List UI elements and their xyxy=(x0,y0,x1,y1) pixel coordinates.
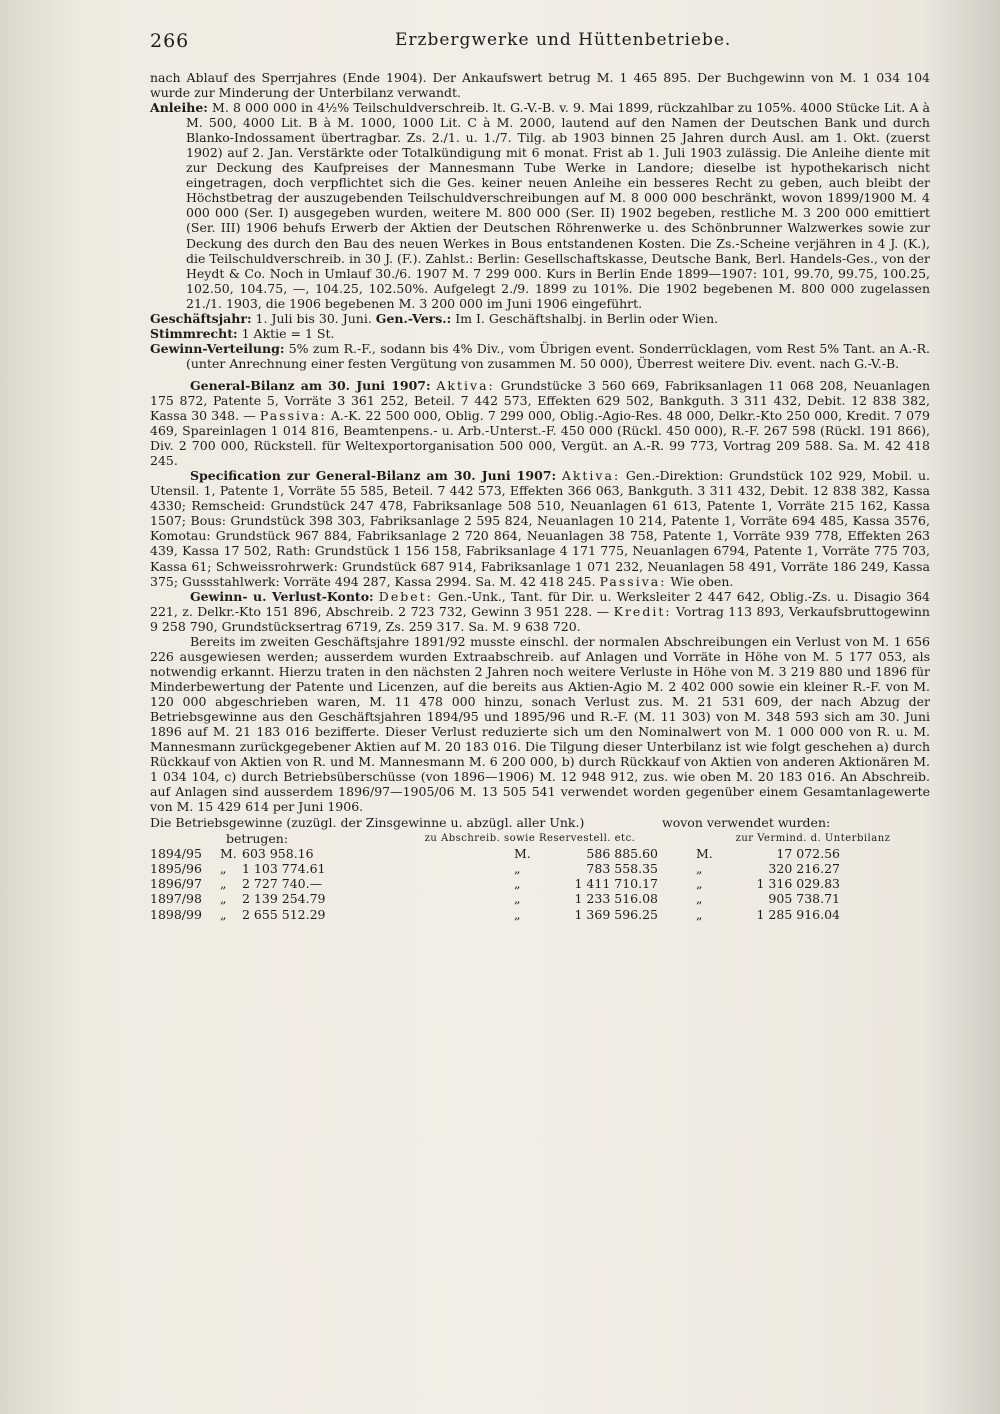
specification-label: Specification zur General-Bilanz am 30. Juni 1907: xyxy=(190,468,557,484)
page-number: 266 xyxy=(150,30,190,52)
gewinnverteilung-label: Gewinn-Verteilung: xyxy=(150,340,285,356)
currency-cell: „ xyxy=(220,891,227,907)
guv-debet-text: Gen.-Unk., Tant. für Dir. u. Werksleiter 2 447 642, Oblig.-Zs. u. Disagio 364 221, z. Delkr.-Kto 151 896, Abschreib. 2 723 732, Gewinn 3 951 228. — xyxy=(150,588,930,619)
year-cell: 1895/96 xyxy=(150,860,202,876)
running-title: Erzbergwerke und Hüttenbetriebe. xyxy=(395,30,732,50)
spec-aktiva-word: Aktiva: xyxy=(561,468,621,484)
specification-section xyxy=(150,468,930,588)
anleihe-section xyxy=(150,100,930,311)
year-cell: 1897/98 xyxy=(150,891,202,907)
reserves-cell: 1 233 516.08 xyxy=(574,891,658,907)
gewinn-verlust-section xyxy=(150,589,930,634)
currency-cell: „ xyxy=(514,891,521,907)
deficit-cell: 320 216.27 xyxy=(768,860,840,876)
gv-text: Im I. Geschäftshalbj. in Berlin oder Wien. xyxy=(455,310,719,326)
currency-cell: M. xyxy=(514,845,531,861)
year-cell: 1898/99 xyxy=(150,906,202,922)
spec-aktiva-text: Gen.-Direktion: Grundstück 102 929, Mobil. u. Utensil. 1, Patente 1, Vorräte 55 585, Beteil. 7 442 573, Effekten 366 063, Bankguth. 3 311 432, Debit. 12 838 382, Kassa 4330; Remscheid: Grundstück 247 478, Fabriksanlage 508 510, Neuanlagen 61 613, Patente 1, Vorräte 215 162, Kassa 1507; Bous: Grundstück 398 303, Fabriksanlage 2 595 824, Neuanlagen 10 214, Patente 1, Vorräte 694 485, Kassa 3576, Komotau: Grundstück 967 884, Fabriksanlage 2 720 864, Neuanlagen 38 758, Patente 1, Vorräte 939 778, Effekten 263 439, Kassa 17 502, Rath: Grundstück 1 156 158, Fabriksanlage 4 171 775, Neuanlagen 6794, Patente 1, Vorräte 775 703, Kassa 61; Schweissrohrwerk: Grundstück 687 914, Fabriksanlage 1 071 232, Neuanlagen 58 491, Vorräte 186 249, Kassa 375; Gussstahlwerk: Vorräte 494 287, Kassa 2994. Sa. M. 42 418 245. xyxy=(150,468,930,589)
currency-cell: M. xyxy=(220,845,237,861)
table-row xyxy=(150,907,930,922)
stimmrecht-section xyxy=(150,326,930,341)
deficit-cell: 1 285 916.04 xyxy=(756,906,840,922)
bilanz-aktiva-text: Grundstücke 3 560 669, Fabriksanlagen 11 068 208, Neuanlagen 175 872, Patente 5, Vorräte 3 361 252, Beteil. 7 442 573, Effekten 629 502, Bankguth. 3 311 432, Debit. 12 838 382, Kassa 30 348. — xyxy=(150,377,931,424)
profit-cell: 2 727 740.— xyxy=(242,876,323,892)
bilanz-passiva-text: A.-K. 22 500 000, Oblig. 7 299 000, Oblig.-Agio-Res. 48 000, Delkr.-Kto 250 000, Kredit. 7 079 469, Spareinlagen 1 014 816, Beamtenpens.- u. Arb.-Unterst.-F. 450 000 (Rückl. 450 000), R.-F. 267 598 (Rückl. 191 866), Div. 2 700 000, Rückstell. für Weltexportorganisation 500 000, Vergüt. an A.-R. 99 773, Vortrag 209 588. Sa. M. 42 418 245. xyxy=(150,408,930,469)
intro-paragraph: nach Ablauf des Sperrjahres (Ende 1904). Der Ankaufswert betrug M. 1 465 895. Der Buchgewinn von M. 1 034 104 wurde zur Minderung der Unterbilanz verwandt. xyxy=(150,70,930,101)
deficit-cell: 1 316 029.83 xyxy=(756,876,840,892)
table-row xyxy=(150,891,930,906)
reserves-cell: 783 558.35 xyxy=(586,860,658,876)
col-reserves-header: zu Abschreib. sowie Reservestell. etc. xyxy=(424,832,636,844)
guv-kredit-word: Kredit: xyxy=(613,603,672,619)
section-gap xyxy=(150,371,930,378)
general-bilanz-label: General-Bilanz am 30. Juni 1907: xyxy=(190,377,431,393)
gewinnverteilung-text: 5% zum R.-F., sodann bis 4% Div., vom Übrigen event. Sonderrücklagen, vom Rest 5% Tant. an A.-R. (unter Anrechnung einer festen Vergütung von zusammen M. 50 000), Überrest weitere Div. event. nach G.-V.-B. xyxy=(186,340,930,371)
gv-label: Gen.-Vers.: xyxy=(375,310,452,326)
currency-cell: „ xyxy=(220,906,227,922)
table-row xyxy=(150,861,930,876)
gewinn-verlust-label: Gewinn- u. Verlust-Konto: xyxy=(190,588,374,604)
deficit-cell: 17 072.56 xyxy=(776,845,840,861)
profit-cell: 1 103 774.61 xyxy=(242,860,326,876)
currency-cell: „ xyxy=(696,860,703,876)
general-bilanz-section xyxy=(150,378,930,468)
bilanz-aktiva-word: Aktiva: xyxy=(436,377,495,393)
anleihe-text: M. 8 000 000 in 4½% Teilschuldverschreib. lt. G.-V.-B. v. 9. Mai 1899, rückzahlbar zu 105%. 4000 Stücke Lit. A à M. 500, 4000 Lit. B à M. 1000, 1000 Lit. C à M. 2000, lautend auf den Namen der Deutschen Bank und durch Blanko-Indossament übertragbar. Zs. 2./1. u. 1./7. Tilg. ab 1903 binnen 25 Jahren durch Ausl. am 1. Okt. (zuerst 1902) auf 2. Jan. Verstärkte oder Totalkündigung mit 6 monat. Frist ab 1. Juli 1903 zulässig. Die Anleihe diente mit zur Deckung des Kaufpreises der Mannesmann Tube Werke in Landore; dieselbe ist hypothekarisch nicht eingetragen, doch verpflichtet sich die Ges. keiner neuen Anleihe ein besseres Recht zu geben, auch bleibt der Höchstbetrag der auszugebenden Teilschuldverschreibungen auf M. 8 000 000 beschränkt, wovon 1899/1900 M. 4 000 000 (Ser. I) ausgegeben wurden, weitere M. 800 000 (Ser. II) 1902 begeben, restliche M. 3 200 000 emittiert (Ser. III) 1906 behufs Erwerb der Aktien der Deutschen Röhrenwerke u. des Schönbrunner Walzwerkes sowie zur Deckung des durch den Bau des neuen Werkes in Bous entstandenen Kosten. Die Zs.-Scheine verjähren in 4 J. (K.), die Teilschuldverschreib. in 30 J. (F.). Zahlst.: Berlin: Gesellschaftskasse, Deutsche Bank, Berl. Handels-Ges., von der Heydt & Co. Noch in Umlauf 30./6. 1907 M. 7 299 000. Kurs in Berlin Ende 1899—1907: 101, 99.70, 99.75, 100.25, 102.50, 104.75, —, 104.25, 102.50%. Aufgelegt 2./9. 1899 zu 101%. Die 1902 begebenen M. 800 000 zugelassen 21./1. 1903, die 1906 begebenen M. 3 200 000 im Juni 1906 eingeführt. xyxy=(186,100,930,311)
table-intro-left: Die Betriebsgewinne (zuzügl. der Zinsgewinne u. abzügl. aller Unk.) xyxy=(150,815,585,831)
currency-cell: „ xyxy=(696,906,703,922)
year-cell: 1894/95 xyxy=(150,845,202,861)
page-header xyxy=(150,30,930,56)
geschaeftsjahr-label: Geschäftsjahr: xyxy=(150,310,252,326)
reserves-cell: 586 885.60 xyxy=(586,845,658,861)
profit-cell: 2 655 512.29 xyxy=(242,906,326,922)
currency-cell: „ xyxy=(220,876,227,892)
reserves-cell: 1 369 596.25 xyxy=(574,906,658,922)
deficit-cell: 905 738.71 xyxy=(768,891,840,907)
table-header-row xyxy=(150,831,930,846)
stimmrecht-label: Stimmrecht: xyxy=(150,325,238,341)
table-intro-right: wovon verwendet wurden: xyxy=(662,815,831,831)
guv-kredit-text: Vortrag 113 893, Verkaufsbruttogewinn 9 258 790, Grundstücksertrag 6719, Zs. 259 317. Sa. M. 9 638 720. xyxy=(150,603,930,634)
col-deficit-header: zur Vermind. d. Unterbilanz xyxy=(735,832,891,844)
currency-cell: „ xyxy=(514,876,521,892)
table-intro-row xyxy=(150,815,930,830)
currency-cell: M. xyxy=(696,845,713,861)
table-row xyxy=(150,876,930,891)
spec-passiva-text: Wie oben. xyxy=(670,573,734,589)
spec-passiva-word: Passiva: xyxy=(599,573,667,589)
geschaeftsjahr-section xyxy=(150,311,930,326)
gewinnverteilung-section xyxy=(150,341,930,371)
currency-cell: „ xyxy=(220,860,227,876)
bereits-paragraph: Bereits im zweiten Geschäftsjahre 1891/92 musste einschl. der normalen Abschreibungen ein Verlust von M. 1 656 226 ausgewiesen werden; ausserdem wurden Extraabschreib. auf Anlagen und Vorräte in Höhe von M. 5 177 053, als notwendig erkannt. Hierzu traten in den nächsten 2 Jahren noch weitere Verluste in Höhe von M. 3 219 880 und 1896 für Minderbewertung der Patente und Licenzen, auf die bereits aus Aktien-Agio M. 2 402 000 sowie ein kleiner R.-F. von M. 120 000 abgeschrieben waren, M. 11 478 000 hinzu, sonach Verlust zus. M. 21 531 609, der nach Abzug der Betriebsgewinne aus den Geschäftsjahren 1894/95 und 1895/96 und R.-F. (M. 11 303) von M. 348 593 sich am 30. Juni 1896 auf M. 21 183 016 bezifferte. Dieser Verlust reduzierte sich um den Nominalwert von M. 1 000 000 von R. u. M. Mannesmann zurückgegebener Aktien auf M. 20 183 016. Die Tilgung dieser Unterbilanz ist wie folgt geschehen a) durch Rückkauf von Aktien von R. und M. Mannesmann M. 6 200 000, b) durch Rückkauf von Aktien von anderen Aktionären M. 1 034 104, c) durch Betriebsüberschüsse (von 1896—1906) M. 12 948 912, zus. wie oben M. 20 183 016. An Abschreib. auf Anlagen sind ausserdem 1896/97—1905/06 M. 13 505 541 verwendet worden gegenüber einem Gesamtanlagewerte von M. 15 429 614 per Juni 1906. xyxy=(150,633,930,815)
profit-cell: 2 139 254.79 xyxy=(242,891,326,907)
profit-cell: 603 958.16 xyxy=(242,845,314,861)
page-body xyxy=(150,70,930,922)
year-cell: 1896/97 xyxy=(150,876,202,892)
currency-cell: „ xyxy=(696,876,703,892)
table-intro-left2: betrugen: xyxy=(225,830,289,846)
profit-table xyxy=(150,815,930,921)
reserves-cell: 1 411 710.17 xyxy=(574,876,658,892)
anleihe-label: Anleihe: xyxy=(150,100,208,116)
currency-cell: „ xyxy=(514,906,521,922)
stimmrecht-text: 1 Aktie = 1 St. xyxy=(241,325,335,341)
currency-cell: „ xyxy=(696,891,703,907)
bilanz-passiva-word: Passiva: xyxy=(259,408,327,424)
currency-cell: „ xyxy=(514,860,521,876)
guv-debet-word: Debet: xyxy=(378,588,433,604)
geschaeftsjahr-text: 1. Juli bis 30. Juni. xyxy=(255,310,372,326)
table-row xyxy=(150,846,930,861)
